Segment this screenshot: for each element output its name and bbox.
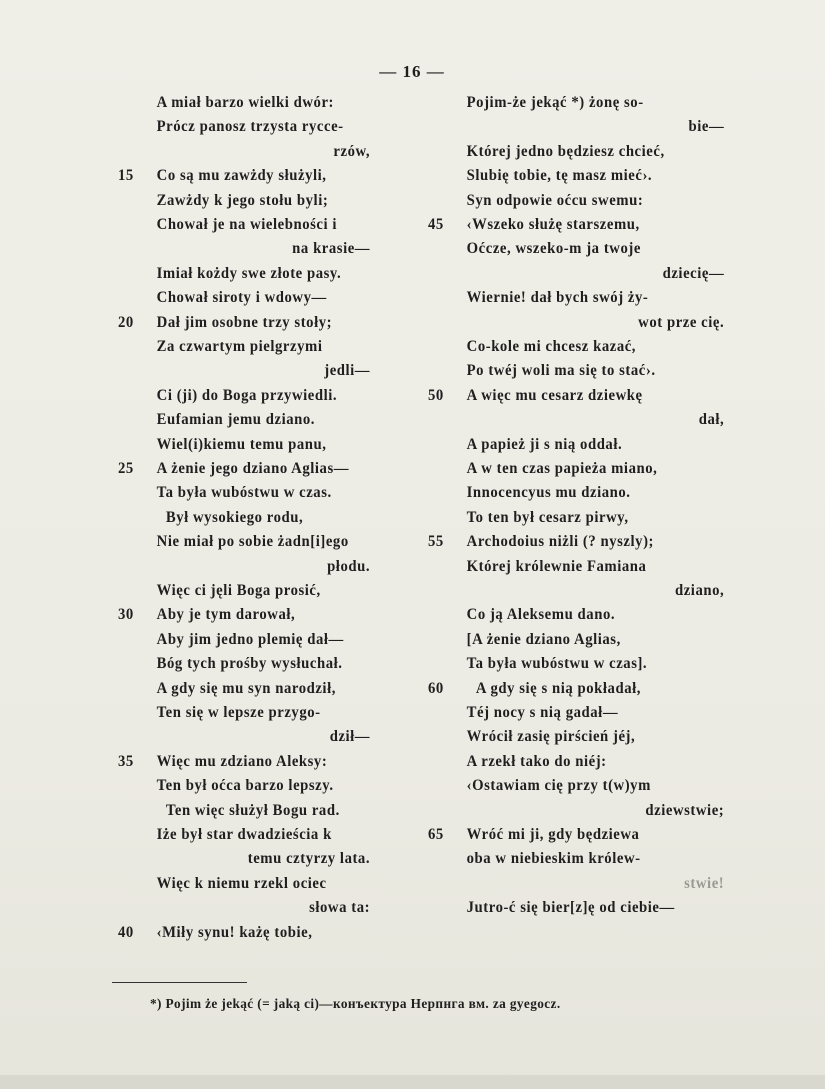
verse-text: Pojim-że jekąć *) żonę so- <box>466 94 644 111</box>
verse-line <box>428 580 724 602</box>
line-number: 25 <box>118 460 134 477</box>
verse-line <box>428 629 724 651</box>
verse-line <box>428 434 724 456</box>
verse-text: Archodoius niżli (? nyszly); <box>466 533 654 551</box>
verse-line <box>428 263 724 285</box>
verse-text: dził— <box>329 728 371 746</box>
verse-line <box>428 873 724 895</box>
verse-text: bie— <box>688 118 725 136</box>
verse-text: Wróć mi ji, gdy będziewa <box>466 826 640 843</box>
verse-text: stwie! <box>684 874 725 892</box>
verse-line <box>428 482 724 504</box>
verse-line <box>428 824 724 846</box>
verse-line <box>118 263 370 285</box>
verse-line <box>428 165 724 187</box>
verse-line <box>428 751 724 773</box>
verse-line <box>118 92 370 114</box>
verse-text: Której królewnie Famiana <box>466 557 647 575</box>
verse-line <box>428 336 724 358</box>
line-number: 45 <box>428 216 444 233</box>
verse-text: oba w niebieskim królew- <box>466 850 641 868</box>
verse-text: wot prze cię. <box>638 313 725 331</box>
verse-text: A więc mu cesarz dziewkę <box>466 386 643 404</box>
verse-line <box>118 214 370 236</box>
verse-line <box>428 190 724 212</box>
verse-text: Eufamian jemu dziano. <box>156 411 316 429</box>
verse-text: Ten się w lepsze przygo- <box>156 704 321 721</box>
verse-line <box>428 531 724 553</box>
verse-line <box>118 116 370 138</box>
verse-text: dziecię— <box>662 264 725 282</box>
verse-line <box>428 238 724 260</box>
verse-text: Co ją Aleksemu dano. <box>466 606 616 624</box>
verse-text: Bóg tych prośby wysłuchał. <box>156 655 343 673</box>
verse-line <box>118 824 370 846</box>
verse-line <box>428 116 724 138</box>
verse-line <box>118 751 370 773</box>
verse-text: Za czwartym pielgrzymi <box>156 338 323 355</box>
verse-line <box>118 775 370 797</box>
verse-line <box>118 897 370 919</box>
verse-line <box>428 214 724 236</box>
verse-text: Syn odpowie oćcu swemu: <box>466 191 644 209</box>
verse-text: A w ten czas papieża miano, <box>466 460 658 477</box>
verse-line <box>118 141 370 163</box>
verse-text: rzów, <box>333 142 371 160</box>
verse-line <box>118 653 370 675</box>
verse-text: Ci (ji) do Boga przywiedli. <box>156 386 338 404</box>
verse-text: A gdy się mu syn narodził, <box>156 679 336 697</box>
verse-text: temu cztyrzy lata. <box>247 850 371 868</box>
verse-text: Nie miał po sobie żadn[i]ego <box>156 533 349 551</box>
line-number: 50 <box>428 386 444 404</box>
verse-line <box>118 531 370 553</box>
verse-line <box>118 678 370 700</box>
line-number: 55 <box>428 533 444 551</box>
verse-text: Ten był oćca barzo lepszy. <box>156 777 334 795</box>
verse-line <box>428 702 724 724</box>
verse-line <box>428 312 724 334</box>
verse-text: Chował je na wielebności i <box>156 216 338 233</box>
verse-line <box>118 312 370 334</box>
verse-text: słowa ta: <box>309 899 371 917</box>
verse-text: Więc mu zdziano Aleksy: <box>156 752 328 770</box>
verse-line <box>118 848 370 870</box>
verse-line <box>428 897 724 919</box>
verse-line <box>118 507 370 529</box>
verse-line <box>118 409 370 431</box>
verse-line <box>428 678 724 700</box>
verse-line <box>118 336 370 358</box>
verse-text: Ta była wubóstwu w czas]. <box>466 655 648 673</box>
verse-line <box>428 507 724 529</box>
verse-text: A miał barzo wielki dwór: <box>156 94 334 111</box>
verse-text: dziano, <box>674 582 725 599</box>
verse-line <box>428 92 724 114</box>
verse-line <box>118 190 370 212</box>
verse-text: na krasie— <box>292 240 371 258</box>
verse-text: Innocencyus mu dziano. <box>466 484 631 502</box>
verse-text: płodu. <box>327 557 371 575</box>
verse-text: Więc ci jęli Boga prosić, <box>156 582 321 599</box>
verse-text: Co są mu zawżdy służyli, <box>156 167 327 185</box>
verse-text: Po twéj woli ma się to stać›. <box>466 362 656 380</box>
verse-text: Ten więc służył Bogu rad. <box>165 801 340 819</box>
verse-line <box>118 604 370 626</box>
verse-line <box>428 141 724 163</box>
verse-text: [A żenie dziano Aglias, <box>466 630 621 648</box>
verse-text: A rzekł tako do niéj: <box>466 752 607 770</box>
verse-line <box>428 653 724 675</box>
line-number: 35 <box>118 752 134 770</box>
verse-line <box>428 458 724 480</box>
verse-line <box>118 580 370 602</box>
verse-text: Wrócił zasię pirścień jéj, <box>466 728 636 746</box>
verse-line <box>118 482 370 504</box>
verse-line <box>428 409 724 431</box>
verse-text: Aby jim jedno plemię dał— <box>156 630 344 648</box>
verse-text: A żenie jego dziano Aglias— <box>156 460 350 477</box>
verse-line <box>428 604 724 626</box>
verse-text: Iże był star dwadzieścia k <box>156 826 332 843</box>
verse-line <box>118 165 370 187</box>
footnote-rule <box>112 982 247 983</box>
verse-line <box>118 556 370 578</box>
verse-text: Jutro-ć się bier[z]ę od ciebie— <box>466 899 675 917</box>
verse-line <box>428 775 724 797</box>
verse-line <box>118 873 370 895</box>
line-number: 65 <box>428 826 444 843</box>
verse-line <box>118 702 370 724</box>
verse-text: Był wysokiego rodu, <box>165 508 304 526</box>
verse-text: dziewstwie; <box>645 801 725 819</box>
verse-text: Dał jim osobne trzy stoły; <box>156 313 333 331</box>
verse-text: A gdy się s nią pokładał, <box>475 679 641 697</box>
verse-text: ‹Wszeko służę starszemu, <box>466 216 640 233</box>
verse-line <box>118 726 370 748</box>
line-number: 20 <box>118 313 134 331</box>
verse-text: Slubię tobie, tę masz mieć›. <box>466 167 653 185</box>
verse-line <box>118 434 370 456</box>
verse-line <box>428 726 724 748</box>
verse-text: ‹Miły synu! każę tobie, <box>156 923 313 941</box>
verse-text: Której jedno będziesz chcieć, <box>466 142 665 160</box>
verse-line <box>118 458 370 480</box>
verse-text: Aby je tym darował, <box>156 606 296 624</box>
verse-line <box>118 360 370 382</box>
verse-text: Co-kole mi chcesz kazać, <box>466 338 637 355</box>
verse-text: Téj nocy s nią gadał— <box>466 704 619 721</box>
line-number: 40 <box>118 923 134 941</box>
verse-text: Chował siroty i wdowy— <box>156 289 327 307</box>
verse-text: Wiel(i)kiemu temu panu, <box>156 435 327 453</box>
verse-text: To ten był cesarz pirwy, <box>466 508 629 526</box>
verse-line <box>118 922 370 944</box>
verse-text: jedli— <box>324 362 371 380</box>
verse-line <box>428 800 724 822</box>
line-number: 30 <box>118 606 134 624</box>
verse-line <box>118 238 370 260</box>
verse-line <box>428 556 724 578</box>
verse-line <box>428 360 724 382</box>
verse-line <box>428 848 724 870</box>
verse-text: Zawżdy k jego stołu byli; <box>156 191 329 209</box>
verse-text: A papież ji s nią oddał. <box>466 435 623 453</box>
verse-text: Więc k niemu rzekl ociec <box>156 874 327 892</box>
verse-text: Ta była wubóstwu w czas. <box>156 484 332 502</box>
verse-line <box>118 287 370 309</box>
verse-text: ‹Ostawiam cię przy t(w)ym <box>466 777 651 795</box>
line-number: 15 <box>118 167 134 185</box>
line-number: 60 <box>428 679 444 697</box>
verse-text: Prócz panosz trzysta rycce- <box>156 118 344 136</box>
verse-line <box>118 629 370 651</box>
verse-line <box>118 800 370 822</box>
verse-line <box>428 385 724 407</box>
page-bottom-edge <box>0 1075 825 1089</box>
page-number: — 16 — <box>379 62 445 81</box>
verse-line <box>428 287 724 309</box>
verse-text: Wiernie! dał bych swój ży- <box>466 289 649 307</box>
verse-text: Imiał kożdy swe złote pasy. <box>156 264 342 282</box>
verse-text: Oćcze, wszeko-m ja twoje <box>466 240 641 258</box>
footnote: *) Pojim że jekąć (= jaką ci)—конъектура Нерпнга вм. za gyegocz. <box>150 997 561 1012</box>
verse-line <box>118 385 370 407</box>
verse-text: dał, <box>698 411 725 429</box>
